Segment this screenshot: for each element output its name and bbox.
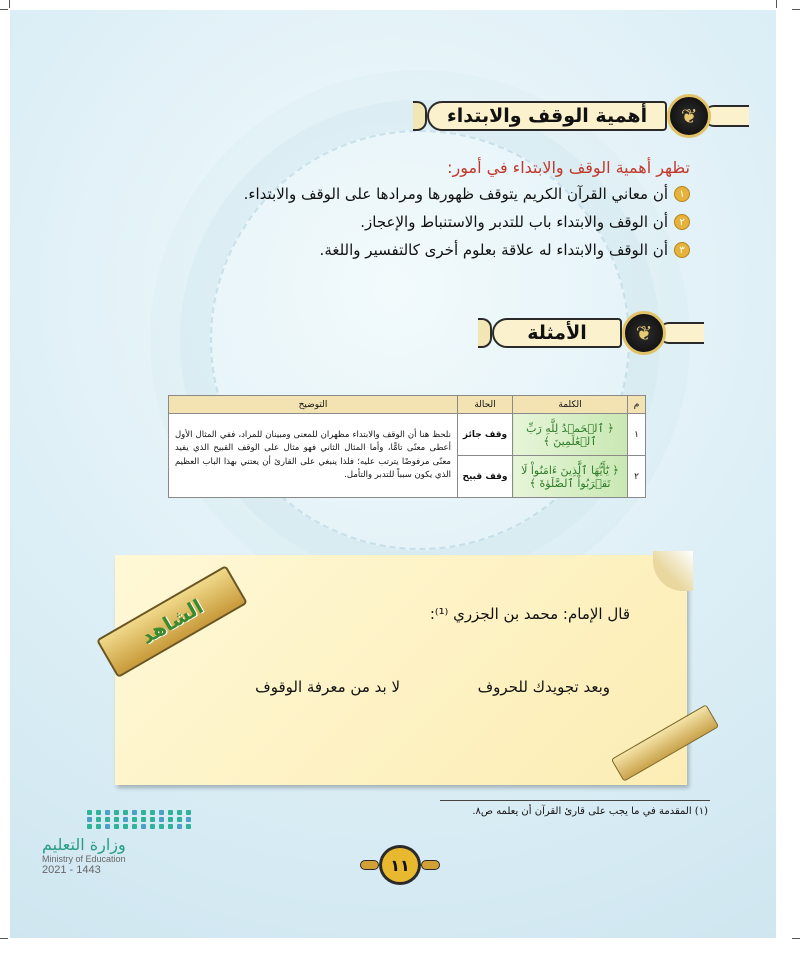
row-num: ٢ <box>628 456 646 498</box>
shahid-intro: قال الإمام: محمد بن الجزري ⁽¹⁾: <box>429 605 630 623</box>
section-title: الأمثلة <box>492 318 622 348</box>
page-number <box>360 840 440 890</box>
crop-mark <box>0 9 8 10</box>
verse-second-half: لا بد من معرفة الوقوف <box>255 678 400 696</box>
number-badge: ٢ <box>674 214 690 230</box>
crop-mark <box>792 9 800 10</box>
number-badge: ١ <box>674 186 690 202</box>
logo-arabic: وزارة التعليم <box>42 835 126 854</box>
examples-table <box>168 395 646 498</box>
crop-mark <box>0 938 8 939</box>
header-endcap <box>478 318 492 348</box>
header-state: الحالة <box>458 396 513 414</box>
logo-english: Ministry of Education <box>42 854 126 864</box>
row-state: وقف جائز <box>458 414 513 456</box>
section-title: أهمية الوقف والابتداء <box>427 101 667 131</box>
logo-dots-icon <box>87 810 182 829</box>
ribbon-label: الشاهد <box>136 594 208 649</box>
crop-mark <box>9 0 10 8</box>
page-curl <box>653 551 693 591</box>
row-word: ﴿ ٱلۡحَمۡدُ لِلَّهِ رَبِّ ٱلۡعَٰلَمِينَ ﴾ <box>513 414 628 456</box>
number-badge: ٣ <box>674 242 690 258</box>
page-number-badge: ١١ <box>379 845 421 885</box>
list-item-text: أن معاني القرآن الكريم يتوقف ظهورها ومرادها على الوقف والابتداء. <box>243 185 668 203</box>
header-desc: التوضيح <box>169 396 458 414</box>
importance-intro <box>60 158 690 269</box>
ministry-logo <box>42 810 182 900</box>
list-item-text: أن الوقف والابتداء له علاقة بعلوم أخرى كالتفسير واللغة. <box>319 241 668 259</box>
row-description: نلحظ هنا أن الوقف والابتداء مظهران للمعنى ومبينان للمراد، ففي المثال الأول أعطى معنًى تامًّا، وأما المثال الثاني فهو مثال على الوقف القبيح الذي يفيد معنًى مرفوضًا يترتب عليه؛ فلذا ينبغي على القارئ أن يعتني بهذا الباب العظيم الذي يكون سبباً للتدبر والتأمل. <box>169 414 458 498</box>
footnote: (١) المقدمة في ما يجب على قارئ القرآن أن يعلمه ص٨. <box>472 806 708 817</box>
header-num: م <box>628 396 646 414</box>
page-number-ornament <box>360 860 379 870</box>
table-row <box>169 414 646 456</box>
header-word: الكلمة <box>513 396 628 414</box>
row-word: ﴿ يَٰٓأَيُّهَا ٱلَّذِينَ ءَامَنُواْ لَا تَقۡرَبُواْ ٱلصَّلَوٰةَ ﴾ <box>513 456 628 498</box>
crop-mark <box>776 0 777 8</box>
row-state: وقف قبيح <box>458 456 513 498</box>
list-item <box>60 213 690 231</box>
row-num: ١ <box>628 414 646 456</box>
section-header-examples <box>480 313 700 353</box>
floral-emblem-icon: ❦ <box>622 311 666 355</box>
list-item <box>60 185 690 203</box>
table-header-row <box>169 396 646 414</box>
list-item <box>60 241 690 259</box>
list-item-text: أن الوقف والابتداء باب للتدبر والاستنباط والإعجاز. <box>360 213 668 231</box>
header-endcap <box>413 101 427 131</box>
floral-emblem-icon: ❦ <box>667 94 711 138</box>
crop-mark <box>792 938 800 939</box>
section-header-importance <box>415 96 745 136</box>
footnote-divider <box>440 800 710 801</box>
logo-year: 2021 - 1443 <box>42 864 101 876</box>
page-number-ornament <box>421 860 440 870</box>
verse-first-half: وبعد تجويدك للحروف <box>477 678 610 696</box>
intro-lead: تظهر أهمية الوقف والابتداء في أمور: <box>447 158 690 177</box>
